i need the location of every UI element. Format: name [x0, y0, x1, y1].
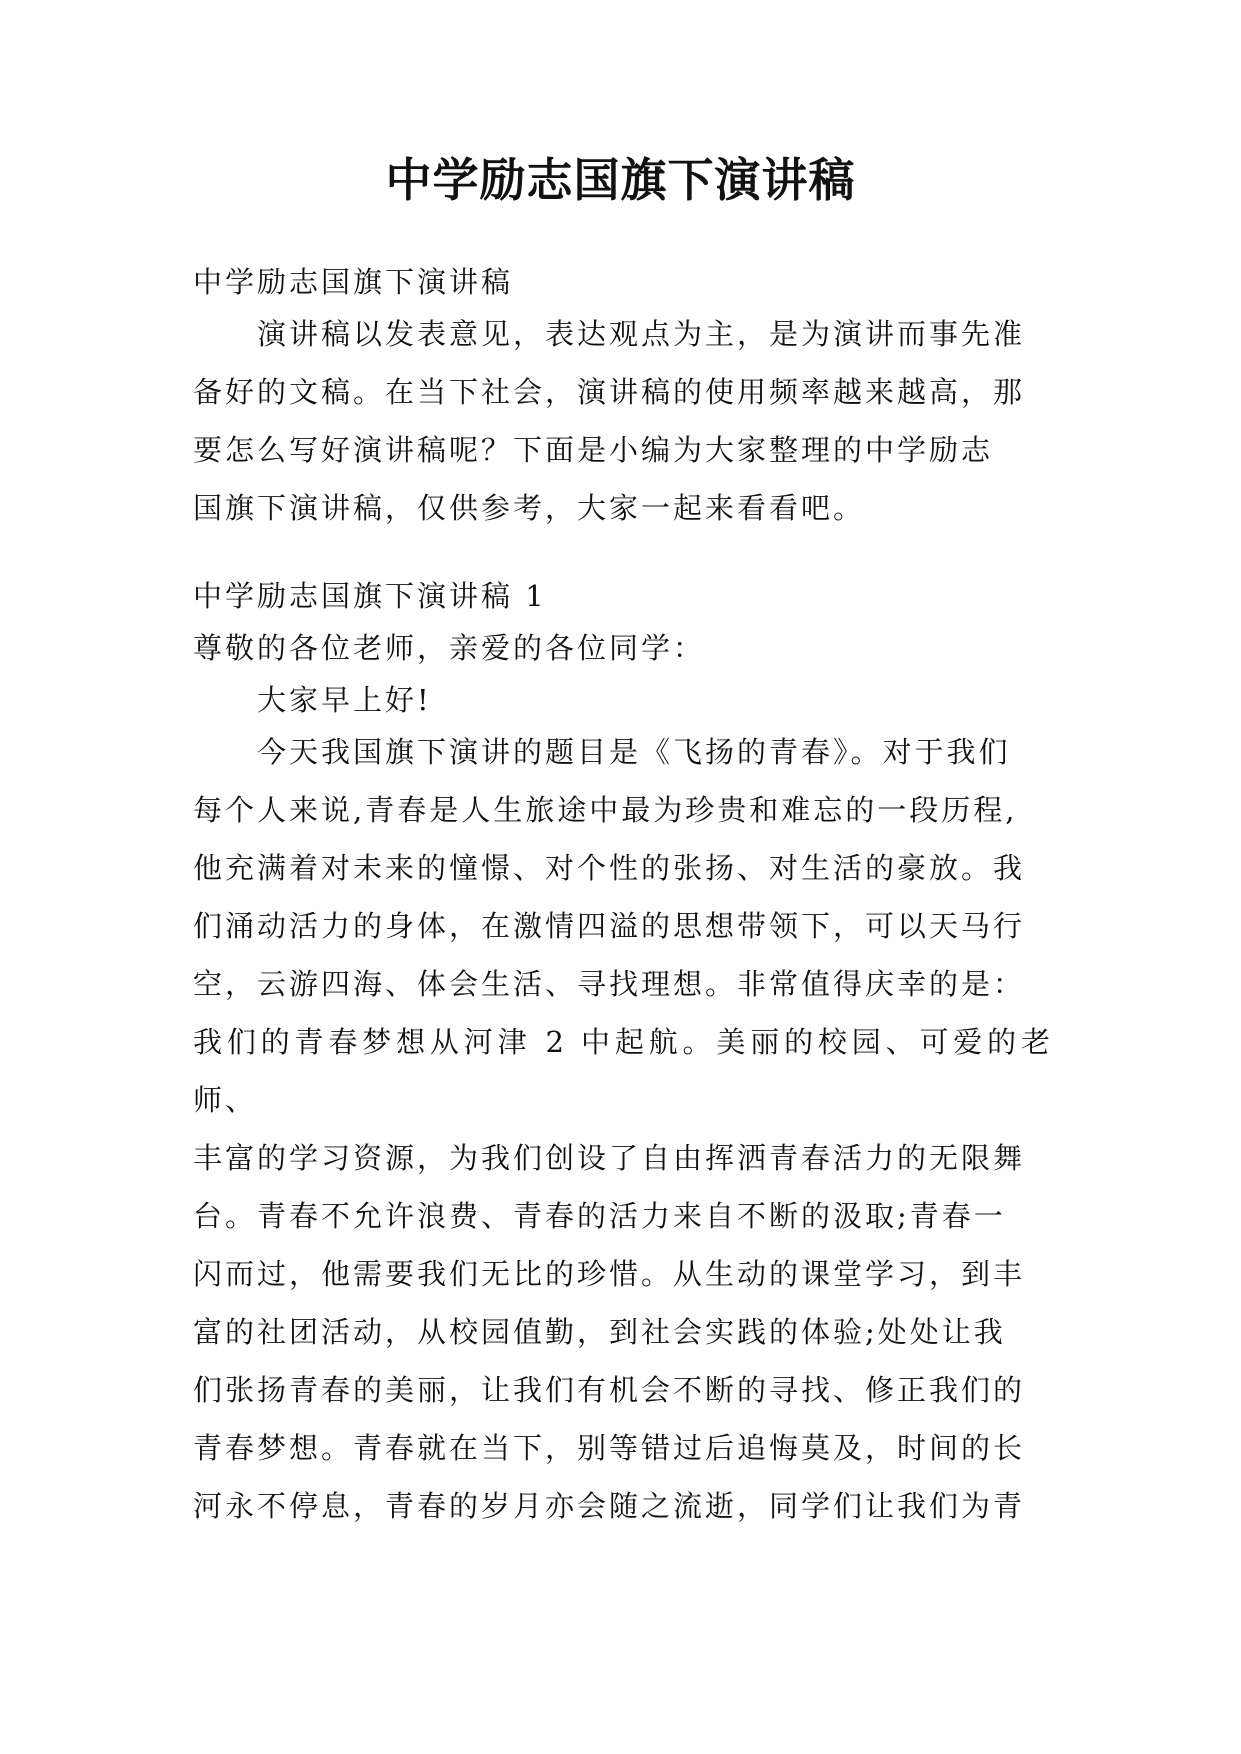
salutation-line: 尊敬的各位老师，亲爱的各位同学：: [193, 631, 706, 665]
greeting-line: 大家早上好!: [257, 683, 432, 717]
document-subtitle: 中学励志国旗下演讲稿: [193, 265, 514, 299]
intro-paragraph: 演讲稿以发表意见，表达观点为主，是为演讲而事先准 备好的文稿。在当下社会，演讲稿的使用频率越来越高，那 要怎么写好演讲稿呢？下面是小编为大家整理的中学励志 国旗下演讲稿，仅供参考，大家一起来看看吧。: [193, 317, 1026, 525]
document-title: 中学励志国旗下演讲稿: [385, 153, 856, 207]
speech-body-paragraph: 今天我国旗下演讲的题目是《飞扬的青春》。对于我们 每个人来说,青春是人生旅途中最为珍贵和难忘的一段历程, 他充满着对未来的憧憬、对个性的张扬、对生活的豪放。我 们涌动活力的身体，在激情四溢的思想带领下，可以天马行 空，云游四海、体会生活、寻找理想。非常值得庆幸的是： 我们的青春梦想从河津 2 中起航。美丽的校园、可爱的老师、 丰富的学习资源，为我们创设了自由挥洒青春活力的无限舞 台。青春不允许浪费、青春的活力来自不断的汲取;青春一 闪而过，他需要我们无比的珍惜。从生动的课堂学习，到丰 富的社团活动，从校园值勤，到社会实践的体验;处处让我 们张扬青春的美丽，让我们有机会不断的寻找、修正我们的 青春梦想。青春就在当下，别等错过后追悔莫及，时间的长 河永不停息，青春的岁月亦会随之流逝，同学们让我们为青: [193, 735, 1053, 1523]
section-heading: 中学励志国旗下演讲稿 1: [193, 579, 547, 613]
